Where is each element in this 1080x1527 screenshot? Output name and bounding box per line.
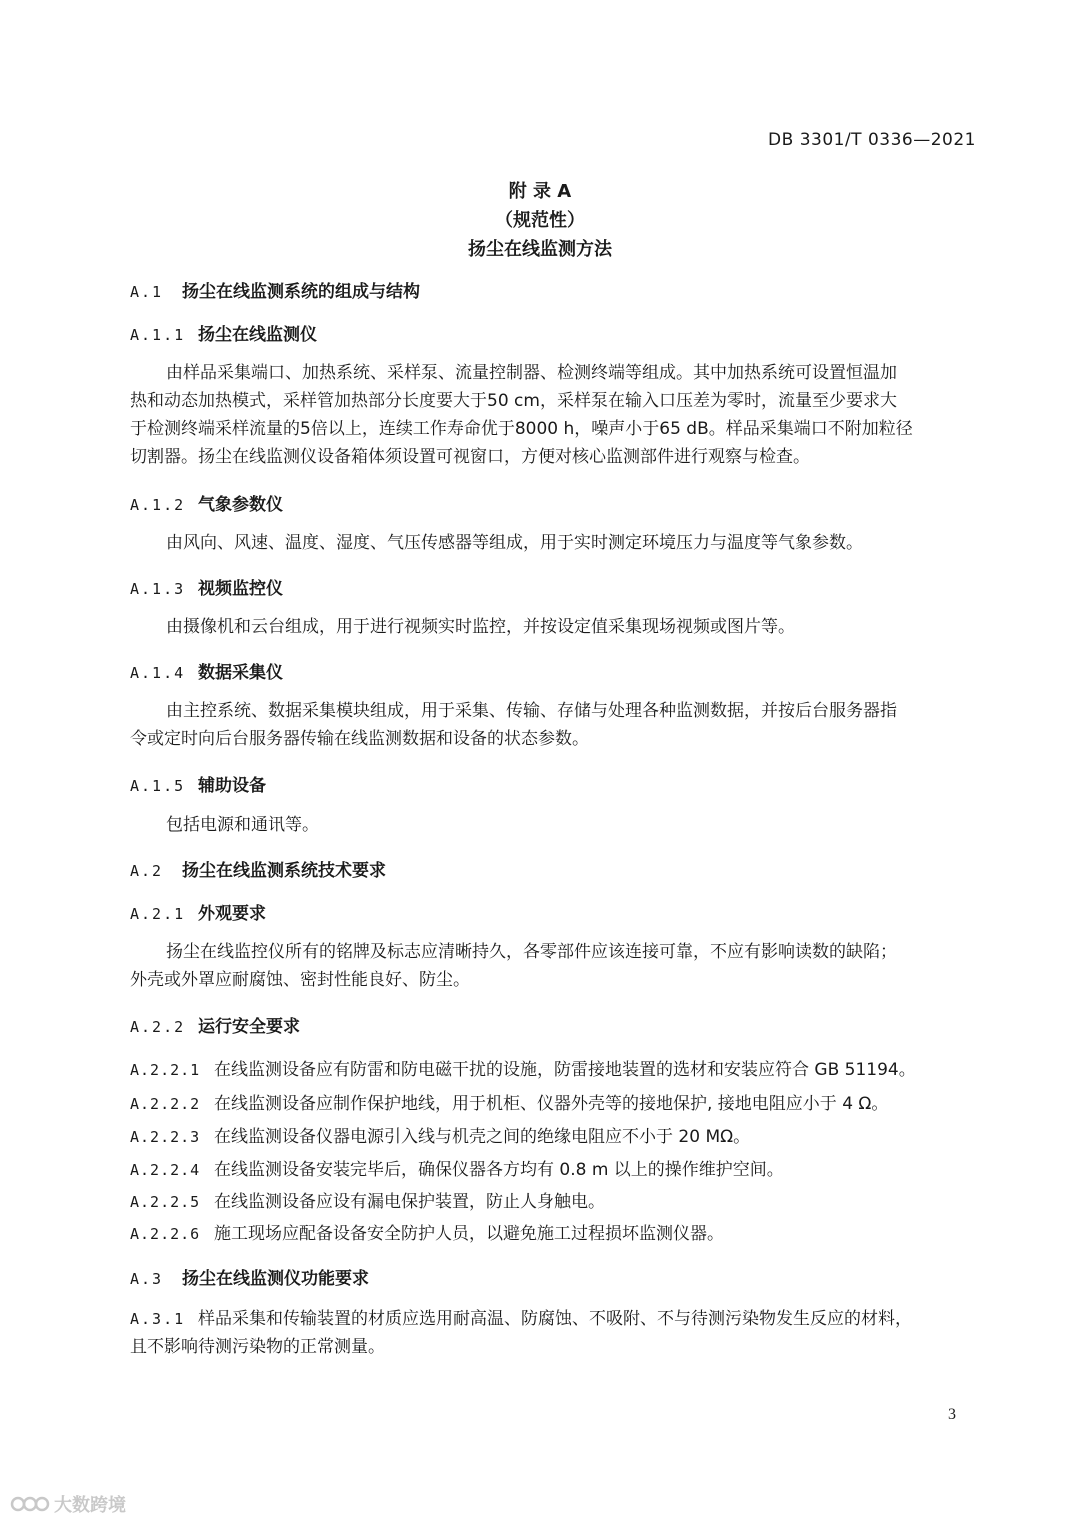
section-heading: A.2 扬尘在线监测系统技术要求 bbox=[130, 861, 386, 881]
watermark-text: 大数跨境 bbox=[54, 1495, 126, 1516]
subsection-heading: A.1.3 视频监控仪 bbox=[130, 579, 283, 599]
subsection-heading: A.1.2 气象参数仪 bbox=[130, 495, 283, 515]
section-heading: A.1 扬尘在线监测系统的组成与结构 bbox=[130, 282, 420, 302]
page-number: 3 bbox=[948, 1406, 956, 1423]
paragraph: 由主控系统、数据采集模块组成，用于采集、传输、存储与处理各种监测数据，并按后台服务器指 令或定时向后台服务器传输在线监测数据和设备的状态参数。 bbox=[130, 701, 897, 749]
section-heading: A.3 扬尘在线监测仪功能要求 bbox=[130, 1269, 369, 1289]
requirement-item: A.2.2.6 施工现场应配备设备安全防护人员，以避免施工过程损坏监测仪器。 bbox=[130, 1224, 724, 1244]
paragraph: 包括电源和通讯等。 bbox=[166, 815, 319, 835]
subsection-heading: A.2.2 运行安全要求 bbox=[130, 1017, 300, 1037]
requirement-item: A.2.2.1 在线监测设备应有防雷和防电磁干扰的设施，防雷接地装置的选材和安装应符合 GB 51194。 bbox=[130, 1060, 916, 1080]
subsection-heading: A.1.5 辅助设备 bbox=[130, 776, 266, 796]
paragraph: 由风向、风速、温度、湿度、气压传感器等组成，用于实时测定环境压力与温度等气象参数。 bbox=[166, 533, 863, 553]
subsection-heading: A.1.1 扬尘在线监测仪 bbox=[130, 325, 317, 345]
paragraph: 由摄像机和云台组成，用于进行视频实时监控，并按设定值采集现场视频或图片等。 bbox=[166, 617, 795, 637]
appendix-nature: （规范性） bbox=[495, 210, 585, 231]
requirement-item: A.2.2.4 在线监测设备安装完毕后，确保仪器各方均有 0.8 m 以上的操作维护空间。 bbox=[130, 1160, 784, 1180]
paragraph: 由样品采集端口、加热系统、采样泵、流量控制器、检测终端等组成。其中加热系统可设置恒温加 热和动态加热模式，采样管加热部分长度要大于50 cm，采样泵在输入口压差为零时，流量至少要求大 于检测终端采样流量的5倍以上，连续工作寿命优于8000 h，噪声小于65 dB。样品采集端口不附加粒径 切割器。扬尘在线监测仪设备箱体须设置可视窗口，方便对核心监测部件进行观察与检查。 bbox=[130, 363, 913, 467]
appendix-name: 扬尘在线监测方法 bbox=[468, 239, 612, 260]
requirement-item: A.2.2.3 在线监测设备仪器电源引入线与机壳之间的绝缘电阻应不小于 20 MΩ。 bbox=[130, 1127, 751, 1147]
subsection-heading: A.2.1 外观要求 bbox=[130, 904, 266, 924]
subsection-heading: A.1.4 数据采集仪 bbox=[130, 663, 283, 683]
requirement-item: A.2.2.5 在线监测设备应设有漏电保护装置，防止人身触电。 bbox=[130, 1192, 605, 1212]
watermark bbox=[10, 1491, 126, 1517]
paragraph: 扬尘在线监控仪所有的铭牌及标志应清晰持久，各零部件应该连接可靠，不应有影响读数的缺陷； 外壳或外罩应耐腐蚀、密封性能良好、防尘。 bbox=[130, 942, 897, 990]
document-number: DB 3301/T 0336—2021 bbox=[768, 130, 976, 150]
watermark-logo-icon bbox=[10, 1493, 50, 1515]
appendix-title: 附 录 A bbox=[508, 181, 572, 202]
paragraph: A.3.1 样品采集和传输装置的材质应选用耐高温、防腐蚀、不吸附、不与待测污染物发生反应的材料， 且不影响待测污染物的正常测量。 bbox=[130, 1309, 912, 1357]
requirement-item: A.2.2.2 在线监测设备应制作保护地线，用于机柜、仪器外壳等的接地保护, 接地电阻应小于 4 Ω。 bbox=[130, 1094, 889, 1114]
